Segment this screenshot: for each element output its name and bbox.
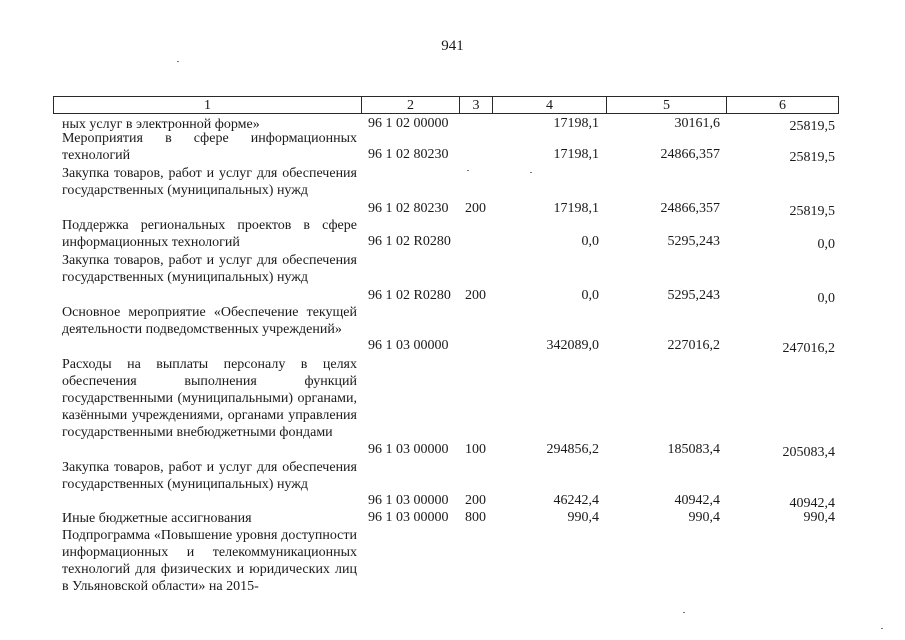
- header-col-3: 3: [460, 97, 493, 113]
- row-value-col5: 24866,357: [660, 147, 720, 162]
- row-value-col6: 25819,5: [789, 119, 835, 134]
- header-col-1: 1: [54, 97, 362, 113]
- row-description: Расходы на выплаты персоналу в целях обеспечения выполнения функций государственными (муниципальными) органами, казёнными учреждениями, органами управления государственными внебюджетными фондами: [62, 357, 357, 441]
- row-code: 96 1 02 R0280: [368, 288, 451, 303]
- row-description: Закупка товаров, работ и услуг для обеспечения государственных (муниципальных) нужд: [62, 166, 357, 199]
- row-value-col5: 5295,243: [667, 288, 720, 303]
- row-code: 96 1 02 80230: [368, 147, 449, 162]
- row-expense-type: 200: [465, 493, 486, 508]
- row-description: Закупка товаров, работ и услуг для обеспечения государственных (муниципальных) нужд: [62, 253, 357, 286]
- row-expense-type: 800: [465, 510, 486, 525]
- row-value-col5: 24866,357: [660, 201, 720, 216]
- row-description: Мероприятия в сфере информационных технологий: [62, 131, 357, 164]
- row-description: Подпрограмма «Повышение уровня доступности информационных и телекоммуникационных технологий для физических и юридических лиц в Ульяновской области» на 2015-: [62, 528, 357, 595]
- scan-speck: [881, 628, 883, 629]
- row-value-col4: 0,0: [581, 288, 599, 303]
- row-description: ных услуг в электронной форме»: [62, 117, 260, 132]
- row-value-col5: 227016,2: [667, 338, 720, 353]
- row-value-col6: 0,0: [817, 291, 835, 306]
- row-value-col5: 990,4: [688, 510, 720, 525]
- row-expense-type: 200: [465, 288, 486, 303]
- row-value-col6: 247016,2: [782, 341, 835, 356]
- row-description: Иные бюджетные ассигнования: [62, 511, 252, 526]
- header-col-2: 2: [362, 97, 460, 113]
- row-expense-type: 200: [465, 201, 486, 216]
- row-value-col4: 0,0: [581, 234, 599, 249]
- row-code: 96 1 02 00000: [368, 116, 449, 131]
- row-value-col4: 990,4: [567, 510, 599, 525]
- row-code: 96 1 03 00000: [368, 442, 449, 457]
- table-header: [53, 96, 839, 114]
- header-col-6: 6: [779, 98, 786, 113]
- row-value-col6: 40942,4: [789, 496, 835, 511]
- row-description: Основное мероприятие «Обеспечение текущей деятельности подведомственных учреждений»: [62, 305, 357, 338]
- row-value-col6: 25819,5: [789, 204, 835, 219]
- row-description: Поддержка региональных проектов в сфере информационных технологий: [62, 218, 357, 251]
- header-col-4: 4: [493, 97, 607, 113]
- row-description: Закупка товаров, работ и услуг для обеспечения государственных (муниципальных) нужд: [62, 460, 357, 493]
- row-value-col6: 990,4: [803, 510, 835, 525]
- row-value-col4: 17198,1: [553, 147, 599, 162]
- row-value-col5: 30161,6: [674, 116, 720, 131]
- header-col-5: 5: [607, 97, 727, 113]
- row-code: 96 1 02 R0280: [368, 234, 451, 249]
- row-value-col6: 205083,4: [782, 445, 835, 460]
- row-value-col5: 40942,4: [674, 493, 720, 508]
- row-value-col4: 294856,2: [546, 442, 599, 457]
- row-value-col6: 0,0: [817, 237, 835, 252]
- row-code: 96 1 02 80230: [368, 201, 449, 216]
- page-number: 941: [441, 38, 464, 54]
- row-value-col5: 5295,243: [667, 234, 720, 249]
- row-code: 96 1 03 00000: [368, 510, 449, 525]
- row-value-col4: 342089,0: [546, 338, 599, 353]
- scan-speck: [683, 612, 685, 613]
- scan-speck: [530, 172, 532, 173]
- scan-speck: [177, 61, 179, 62]
- row-value-col4: 17198,1: [553, 116, 599, 131]
- row-value-col4: 46242,4: [553, 493, 599, 508]
- row-value-col4: 17198,1: [553, 201, 599, 216]
- row-value-col6: 25819,5: [789, 150, 835, 165]
- scan-speck: [467, 170, 469, 171]
- row-code: 96 1 03 00000: [368, 338, 449, 353]
- row-value-col5: 185083,4: [667, 442, 720, 457]
- row-code: 96 1 03 00000: [368, 493, 449, 508]
- row-expense-type: 100: [465, 442, 486, 457]
